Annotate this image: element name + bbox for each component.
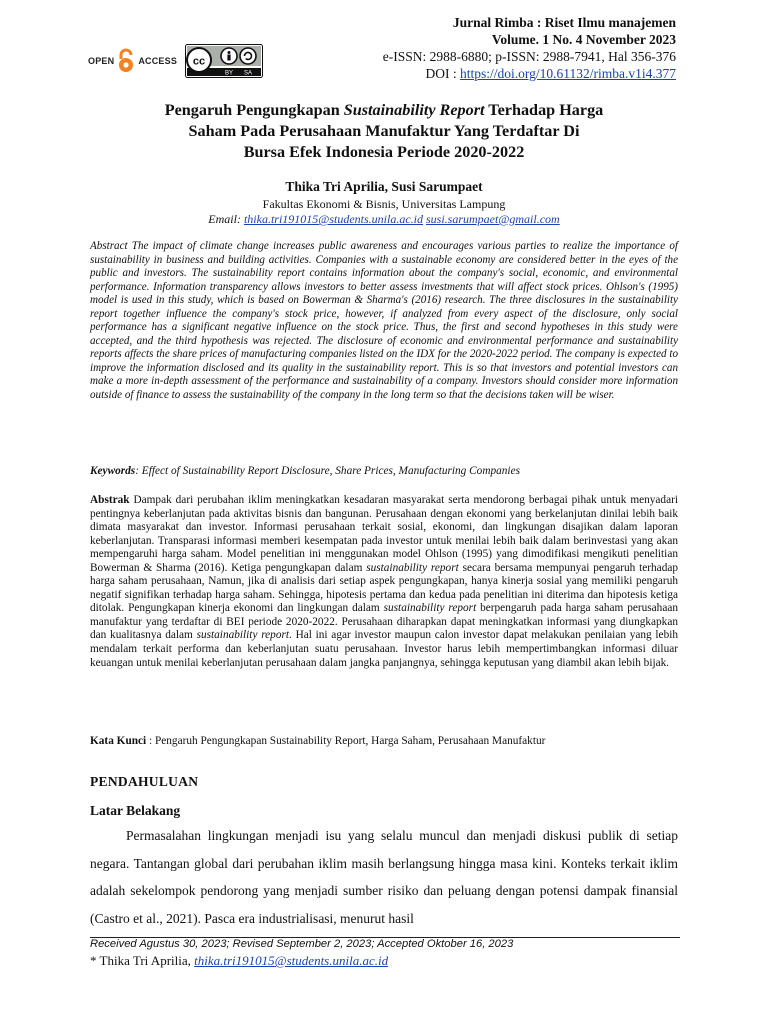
abstrak-text-1: Dampak dari perubahan iklim meningkatkan kesadaran masyarakat serta mendorong berbagai pihak untuk menyadari pentingnya keberlanjutan pada aktivitas bisnis dan bangunan. Perusahaan dengan ekonomi yang berkelanjutan dinilai lebih baik dimata masyarakat dan investor. Informasi perusahaan terkait sosial, ekonomi, dan lingkungan disajikan dalam laporan keberlanjutan. Transparasi informasi memberi kesempatan pada investor untuk menilai lebih baik dalam berinvestasi yang akan mempengaruhi harga saham. Model penelitian ini menggunakan model Ohlson (1995) yang dimodifikasi mengikuti penelitian Bowerman & Sharma (2016). Ketiga pengungkapan dalam <box>90 494 678 574</box>
email-line <box>90 212 678 227</box>
kata-kunci-label: Kata Kunci <box>90 735 147 747</box>
paper-title <box>90 100 678 163</box>
title-line-1 <box>90 100 678 121</box>
abstract-english <box>90 240 678 403</box>
journal-doi <box>383 65 676 82</box>
abstrak-text-4: . Hal ini agar investor maupun calon investor dapat melakukan penilaian yang lebih mendalam terkait performa dan keberlanjutan suatu perusahaan. Investor harus lebih mempertimbangkan informasi diluar keuangan untuk menilai keberlanjutan perusahaan dalam jangka panjangnya, sehingga keputusan yang diambil akan lebih bijak. <box>90 629 679 669</box>
abstrak-text-3: berpengaruh pada harga saham perusahaan manufaktur yang terdaftar di BEI periode 2020-2022. Perusahaan diharapkan dapat meningkatkan informasi yang diungkapkan dan kualitasnya dalam <box>90 602 679 642</box>
affiliation: Fakultas Ekonomi & Bisnis, Universitas Lampung <box>262 197 506 211</box>
license-sa-text: SA <box>244 70 253 77</box>
doi-label: DOI : <box>425 66 460 81</box>
abstrak-italic-1: sustainability report <box>366 561 459 574</box>
doi-link[interactable]: https://doi.org/10.61132/rimba.v1i4.377 <box>460 66 676 81</box>
open-access-right-text: ACCESS <box>138 56 178 66</box>
keywords-english <box>90 465 678 477</box>
title-line-3: Bursa Efek Indonesia Periode 2020-2022 <box>243 143 525 161</box>
header-logos <box>88 44 263 78</box>
cc-by-sa-license-icon <box>185 44 263 78</box>
keywords-label: Keywords <box>90 465 136 477</box>
section-heading: PENDAHULUAN <box>90 774 199 789</box>
open-lock-icon <box>116 48 136 74</box>
abstrak-text-2: secara bersama mempunyai pengaruh terhadap harga saham perusahaan, Namun, jika di analisis dari setiap aspek pengungkapan, hanya kinerja sosial yang memiliki pengaruh negatif signifikan terhadap harga saham. Sehingga, hipotesis pertama dan kedua pada penelitian ini diterima dan hipotesis ketiga ditolak. Pengungkapan kinerja ekonomi dan lingkungan dalam <box>90 561 679 615</box>
title-line-1-italic: Sustainability Report <box>343 101 485 119</box>
corresponding-author <box>90 953 388 969</box>
subsection-heading: Latar Belakang <box>90 803 181 818</box>
corresp-prefix: * Thika Tri Aprilia, <box>90 953 195 968</box>
journal-issn: e-ISSN: 2988-6880; p-ISSN: 2988-7941, Hal 356-376 <box>382 49 676 64</box>
received-dates: Received Agustus 30, 2023; Revised September 2, 2023; Accepted Oktober 16, 2023 <box>90 938 514 950</box>
title-line-1-end: Terhadap Harga <box>484 101 604 119</box>
journal-meta <box>383 14 676 82</box>
body-paragraph: Permasalahan lingkungan menjadi isu yang selalu muncul dan menjadi diskusi publik di setiap negara. Tantangan global dari perubahan iklim masih berlangsung hingga masa kini. Konteks terkait iklim adalah sekelompok pendorong yang menjadi sumber risiko dan peluang dengan potensi dampak finansial (Castro et al., 2021). Pasca era industrialisasi, menurut hasil <box>90 828 678 926</box>
journal-name: Jurnal Rimba : Riset Ilmu manajemen <box>452 15 676 30</box>
title-line-1-start: Pengaruh Pengungkapan <box>164 101 344 119</box>
open-access-logo <box>88 48 177 74</box>
abstract-indonesian <box>90 494 678 670</box>
title-line-2: Saham Pada Perusahaan Manufaktur Yang Terdaftar Di <box>188 122 580 140</box>
email-label: Email: <box>208 212 244 226</box>
journal-volume: Volume. 1 No. 4 November 2023 <box>491 32 676 47</box>
abstrak-label: Abstrak <box>90 494 130 506</box>
keywords-indonesian <box>90 735 678 747</box>
open-access-left-text: OPEN <box>88 56 115 66</box>
email-link-1[interactable]: thika.tri191015@students.unila.ac.id <box>243 212 423 226</box>
license-by-text: BY <box>225 70 234 77</box>
svg-text:cc: cc <box>192 55 206 68</box>
abstrak-italic-2: sustainability report <box>383 602 477 615</box>
abstract-text: The impact of climate change increases public awareness and encourages various parties to realize the importance of sustainability in business and building activities. Companies with a sustainable economy are considered better in the eyes of the public and investors. The sustainability report contains information about the company's social, economic, and environmental performance. Information transparency allows investors to better assess investments that will affect stock prices. Ohlson's (1995) model is used in this study, which is based on Bowerman & Sharma's (2016) research. The three disclosures in the sustainability report together influence the company's stock price, however, if analyzed from every aspect of the disclosure, only social performance has a significant negative influence on the stock price. Thus, the first and second hypotheses in this study were accepted, and the third hypothesis was rejected. The disclosure of economic and environmental performance and sustainability reports affects the share prices of manufacturing companies listed on the IDX for the 2020-2022 period. The company is expected to improve the information disclosed and its quality in the sustainability report. This is so that investors and potential investors can make a more in-depth assessment of the performance and sustainability of a company. Investors should consider more information outside of finance to assess the sustainability of the company in the long term so that the decisions taken will be wiser. <box>90 240 678 402</box>
abstrak-italic-3: sustainability report <box>196 629 290 642</box>
corresp-email-link[interactable]: thika.tri191015@students.unila.ac.id <box>194 953 389 968</box>
kata-kunci-text: : Pengaruh Pengungkapan Sustainability Report, Harga Saham, Perusahaan Manufaktur <box>146 735 546 747</box>
abstract-label: Abstract <box>90 240 128 252</box>
email-link-2[interactable]: susi.sarumpaet@gmail.com <box>426 212 560 226</box>
authors: Thika Tri Aprilia, Susi Sarumpaet <box>285 179 483 194</box>
keywords-text: : Effect of Sustainability Report Disclosure, Share Prices, Manufacturing Companies <box>135 465 520 477</box>
